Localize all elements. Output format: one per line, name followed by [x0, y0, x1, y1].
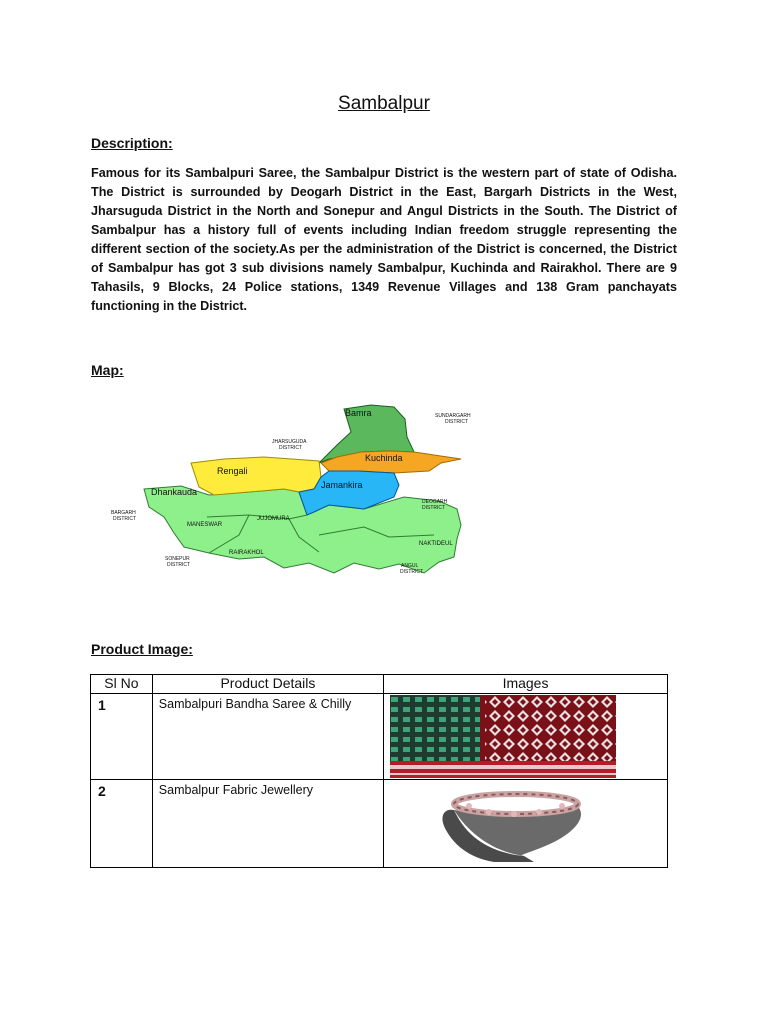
map-label-kuchinda: Kuchinda — [365, 453, 403, 463]
map-district-deogarh: DEOGARH — [422, 499, 448, 505]
map-district-jharsuguda-sub: DISTRICT — [279, 445, 303, 451]
map-heading: Map: — [91, 362, 124, 378]
district-map-image — [89, 397, 537, 589]
map-district-bargarh: BARGARH — [111, 510, 136, 516]
row-product-details: Sambalpur Fabric Jewellery — [152, 780, 383, 868]
map-label-naktideul: NAKTIDEUL — [419, 541, 453, 547]
saree-image — [390, 695, 616, 783]
map-label-dhankauda: Dhankauda — [151, 487, 198, 497]
description-heading: Description: — [91, 135, 173, 151]
product-table — [90, 674, 668, 868]
table-row — [91, 780, 668, 868]
table-row — [91, 694, 668, 780]
row-product-details: Sambalpuri Bandha Saree & Chilly — [152, 694, 383, 780]
map-label-maneswar: MANESWAR — [187, 522, 223, 528]
map-district-sundargarh: SUNDARGARH — [435, 413, 471, 419]
map-district-sonepur-sub: DISTRICT — [167, 562, 191, 568]
row-sl-no: 1 — [91, 694, 153, 780]
map-district-jharsuguda: JHARSUGUDA — [272, 439, 307, 445]
map-label-jamankira: Jamankira — [321, 480, 363, 490]
page-title: Sambalpur — [338, 93, 430, 114]
map-district-angul: ANGUL — [401, 563, 419, 569]
map-district-bargarh-sub: DISTRICT — [113, 516, 137, 522]
map-label-rairakhol: RAIRAKHOL — [229, 550, 264, 556]
map-district-sonepur: SONEPUR — [165, 556, 190, 562]
map-label-bamra: Bamra — [345, 408, 372, 418]
header-sl-no: Sl No — [91, 675, 153, 694]
header-product-details: Product Details — [152, 675, 383, 694]
description-text: Famous for its Sambalpuri Saree, the Sambalpur District is the western part of state of Odisha. The District is surrounded by Deogarh District in the East, Bargarh Districts in the West, Jharsuguda District in the North and Sonepur and Angul Districts in the South. The District of Sambalpur has a history full of events including Indian freedom struggle representing the different section of the society.As per the administration of the District is concerned, the District of Sambalpur has got 3 sub divisions namely Sambalpur, Kuchinda and Rairakhol. There are 9 Tahasils, 9 Blocks, 24 Police stations, 1349 Revenue Villages and 138 Gram panchayats functioning in the District. — [91, 166, 677, 313]
row-sl-no: 2 — [91, 780, 153, 868]
product-image-heading: Product Image: — [91, 641, 193, 657]
map-district-angul-sub: DISTRICT — [400, 569, 424, 575]
table-header-row — [91, 675, 668, 694]
jewellery-image — [414, 782, 594, 867]
row-image-cell — [384, 694, 668, 780]
map-district-deogarh-sub: DISTRICT — [422, 505, 446, 511]
map-region-rengali — [191, 457, 321, 495]
district-map — [89, 397, 537, 589]
header-images: Images — [384, 675, 668, 694]
map-label-jujomura: JUJOMURA — [257, 516, 290, 522]
map-district-sundargarh-sub: DISTRICT — [445, 419, 469, 425]
map-label-rengali: Rengali — [217, 466, 248, 476]
row-image-cell — [384, 780, 668, 868]
